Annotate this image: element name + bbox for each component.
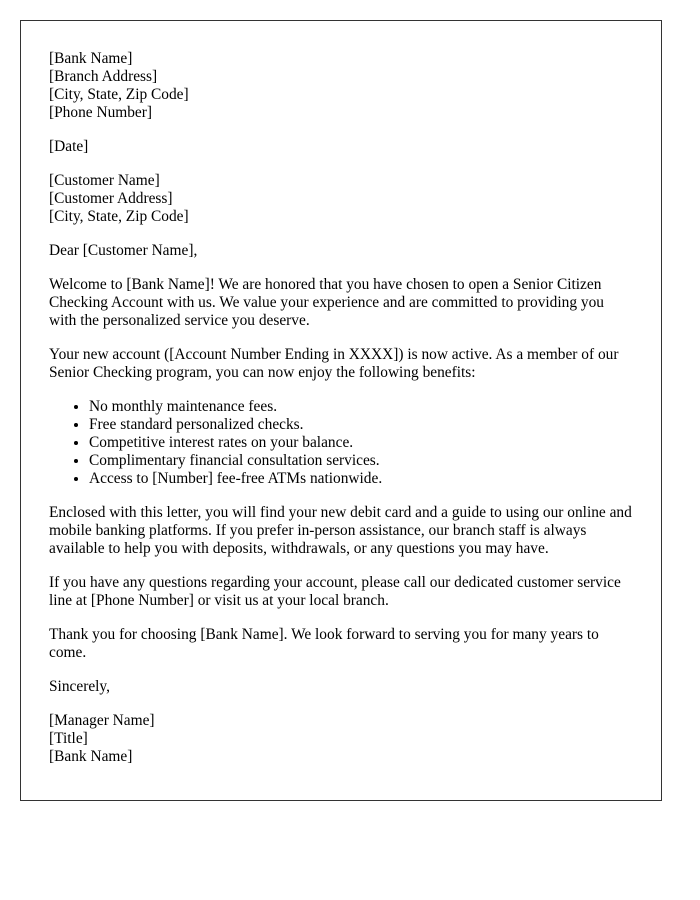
signature-bank-name: [Bank Name] [49, 748, 133, 765]
enclosed-paragraph: Enclosed with this letter, you will find your new debit card and a guide to using our online and mobile banking platforms. If you prefer in-person assistance, our branch staff is always available to help you with deposits, withdrawals, or any questions you may have. [49, 504, 632, 557]
letter-date: [Date] [49, 138, 89, 155]
list-item: • Access to [Number] fee-free ATMs nationwide. [89, 470, 633, 488]
salutation: Dear [Customer Name], [49, 242, 198, 259]
sender-address-block [49, 50, 633, 122]
sender-city-state-zip: [City, State, Zip Code] [49, 86, 189, 103]
sender-branch-address: [Branch Address] [49, 68, 158, 85]
recipient-address: [Customer Address] [49, 190, 173, 207]
thanks-paragraph: Thank you for choosing [Bank Name]. We look forward to serving you for many years to come. [49, 626, 599, 661]
list-item: • Complimentary financial consultation services. [89, 452, 633, 470]
list-item: • Free standard personalized checks. [89, 416, 633, 434]
recipient-name: [Customer Name] [49, 172, 160, 189]
manager-title: [Title] [49, 730, 88, 747]
list-item: • No monthly maintenance fees. [89, 398, 633, 416]
manager-name: [Manager Name] [49, 712, 155, 729]
questions-paragraph: If you have any questions regarding your account, please call our dedicated customer service line at [Phone Number] or visit us at your local branch. [49, 574, 621, 609]
sender-bank-name: [Bank Name] [49, 50, 133, 67]
recipient-address-block [49, 172, 633, 226]
signature-block [49, 712, 633, 766]
sender-phone: [Phone Number] [49, 104, 153, 121]
date-block [49, 138, 633, 156]
account-active-paragraph: Your new account ([Account Number Ending in XXXX]) is now active. As a member of our Senior Checking program, you can now enjoy the following benefits: [49, 346, 619, 381]
letter [20, 20, 662, 801]
list-item: • Competitive interest rates on your balance. [89, 434, 633, 452]
closing: Sincerely, [49, 678, 110, 695]
welcome-paragraph: Welcome to [Bank Name]! We are honored that you have chosen to open a Senior Citizen Checking Account with us. We value your experience and are committed to providing you with the personalized service you deserve. [49, 276, 604, 329]
benefits-list [49, 398, 633, 488]
recipient-city-state-zip: [City, State, Zip Code] [49, 208, 189, 225]
